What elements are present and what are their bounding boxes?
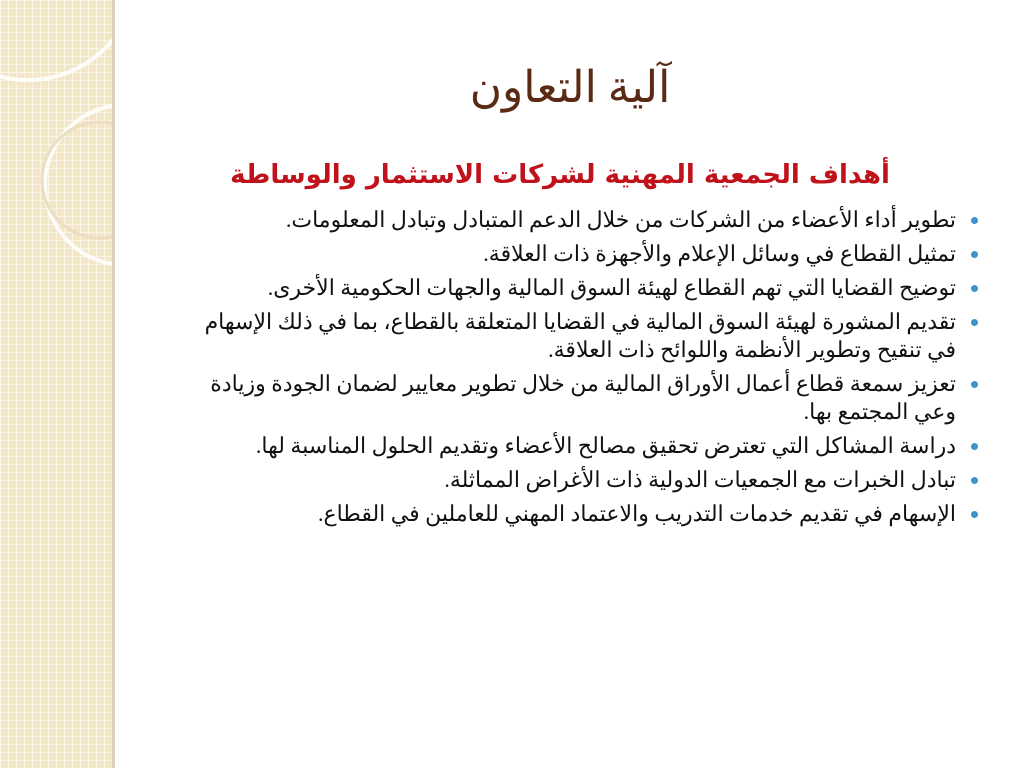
list-item: [180, 370, 980, 426]
bullet-dot-icon: [971, 511, 978, 518]
bullet-dot-icon: [971, 319, 978, 326]
bullet-text: تمثيل القطاع في وسائل الإعلام والأجهزة ذات العلاقة.: [483, 241, 956, 266]
list-item: [180, 432, 980, 460]
list-item: [180, 466, 980, 494]
bullet-text: تعزيز سمعة قطاع أعمال الأوراق المالية من خلال تطوير معايير لضمان الجودة وزيادة وعي المجتمع بها.: [210, 371, 956, 424]
bullet-dot-icon: [971, 251, 978, 258]
bullet-dot-icon: [971, 381, 978, 388]
bullet-list: [180, 206, 980, 534]
bullet-dot-icon: [971, 443, 978, 450]
bullet-text: تقديم المشورة لهيئة السوق المالية في القضايا المتعلقة بالقطاع، بما في ذلك الإسهام في تنقيح وتطوير الأنظمة واللوائح ذات العلاقة.: [204, 309, 956, 362]
bullet-text: توضيح القضايا التي تهم القطاع لهيئة السوق المالية والجهات الحكومية الأخرى.: [267, 275, 956, 300]
bullet-dot-icon: [971, 217, 978, 224]
bullet-text: تطوير أداء الأعضاء من الشركات من خلال الدعم المتبادل وتبادل المعلومات.: [285, 207, 956, 232]
list-item: [180, 240, 980, 268]
bullet-text: الإسهام في تقديم خدمات التدريب والاعتماد المهني للعاملين في القطاع.: [317, 501, 956, 526]
deco-circle-middle: [45, 105, 112, 265]
list-item: [180, 308, 980, 364]
bullet-text: دراسة المشاكل التي تعترض تحقيق مصالح الأعضاء وتقديم الحلول المناسبة لها.: [255, 433, 956, 458]
list-item: [180, 206, 980, 234]
bullet-dot-icon: [971, 477, 978, 484]
bullet-text: تبادل الخبرات مع الجمعيات الدولية ذات الأغراض المماثلة.: [444, 467, 956, 492]
bullet-dot-icon: [971, 285, 978, 292]
slide-title: آلية التعاون: [469, 63, 671, 112]
decorative-side-panel: [0, 0, 112, 768]
decorative-circles: [0, 0, 112, 768]
deco-circle-large: [0, 0, 112, 80]
list-item: [180, 500, 980, 528]
list-item: [180, 274, 980, 302]
slide-subtitle: أهداف الجمعية المهنية لشركات الاستثمار والوساطة: [230, 160, 890, 190]
panel-divider: [112, 0, 115, 768]
